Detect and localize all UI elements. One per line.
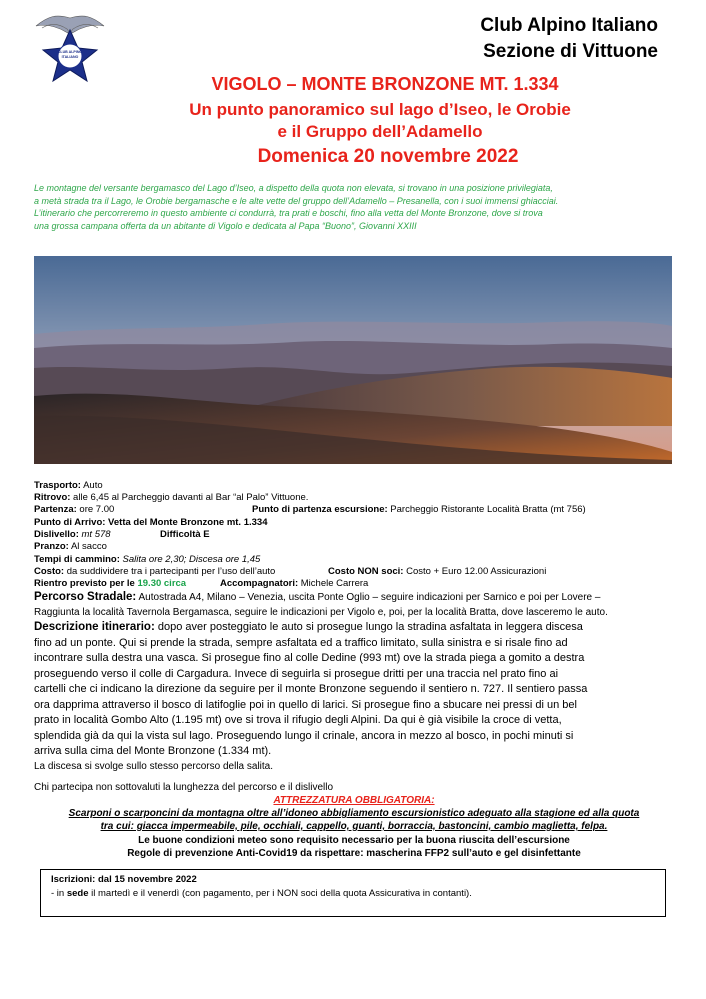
landscape-photo: [34, 256, 672, 464]
intro-paragraph: [34, 182, 674, 232]
info-costo: Costo: da suddividere tra i partecipanti per l’uso dell’auto: [34, 566, 276, 577]
info-tempi: Tempi di cammino: Salita ore 2,30; Discesa ore 1,45: [34, 554, 261, 565]
info-accompagnatori: Accompagnatori: Michele Carrera: [220, 578, 369, 589]
svg-text:CLUB ALPINO: CLUB ALPINO: [57, 50, 83, 54]
cai-star-logo-icon: [34, 12, 106, 86]
event-date: Domenica 20 novembre 2022: [257, 146, 519, 167]
info-partenza: Partenza: ore 7.00: [34, 504, 115, 515]
svg-text:ITALIANO: ITALIANO: [61, 55, 79, 59]
attrezzatura-line1: Scarponi o scarponcini da montagna oltre all’idoneo abbigliamento escursionistico adeguato alla stagione ed alla quota: [68, 808, 640, 819]
club-name: Club Alpino Italiano: [480, 15, 658, 36]
info-difficolta: Difficoltà E: [160, 529, 210, 540]
info-punto-partenza: Punto di partenza escursione: Parcheggio Ristorante Località Bratta (mt 756): [252, 504, 586, 515]
info-rientro: Rientro previsto per le 19.30 circa: [34, 578, 187, 589]
intro-line: Le montagne del versante bergamasco del Lago d’Iseo, a dispetto della quota non elevata, si trovano in una posizione privilegiata,: [34, 183, 553, 193]
info-ritrovo: Ritrovo: alle 6,45 al Parcheggio davanti al Bar “al Palo” Vittuone.: [34, 492, 309, 503]
info-costo-non-soci: Costo NON soci: Costo + Euro 12.00 Assicurazioni: [328, 566, 547, 577]
iscrizioni-detail: - in sede il martedì e il venerdì (con pagamento, per i NON soci della quota Assicurativa in contanti).: [51, 888, 472, 899]
info-trasporto: Trasporto: Auto: [34, 480, 103, 491]
intro-line: a metà strada tra il Lago, le Orobie bergamasche e le alte vette del gruppo dell’Adamello – Presanella, con i suoi immensi ghiacciai.: [34, 195, 559, 206]
attrezzatura-line2: tra cui: giacca impermeabile, pile, occhiali, cappello, guanti, borraccia, bastoncini, cambio maglietta, felpa.: [100, 821, 608, 832]
iscrizioni-box: [40, 869, 666, 917]
info-pranzo: Pranzo: Al sacco: [34, 541, 107, 552]
covid-note: Regole di prevenzione Anti-Covid19 da rispettare: mascherina FFP2 sull’auto e gel disinfettante: [127, 848, 581, 859]
warning-note: Chi partecipa non sottovaluti la lunghezza del percorso e il dislivello: [34, 782, 334, 793]
intro-line: L’itinerario che percorreremo in questo ambiente ci condurrà, tra prati e boschi, fino alla vetta del Monte Bronzone, dove si trova: [34, 208, 543, 218]
attrezzatura-title: ATTREZZATURA OBBLIGATORIA:: [273, 795, 435, 806]
descrizione-itinerario: Descrizione itinerario: dopo aver posteggiato le auto si prosegue lungo la stradina asfaltata in leggera discesa fino ad un ponte. Qui si prende la strada, sempre asfaltata ed a traffico limitato, sulla sinistra e si risale fino ad incontrare sulla destra una vasca. Si prosegue fino al colle Dedine (993 mt) ove la strada piega a gomito a destra proseguendo verso il colle di Cargadura. Invece di seguirla si prosegue dritti per una traccia nel prato fino ai cartelli che ci indicano la direzione da seguire per il monte Bronzone seguendo il sentiero n. 727. Il sentiero passa ora dapprima attraverso il bosco di latifoglie poi in quello di larici. Si prosegue fino a sbucare nei pressi di un bel prato in località Gombo Alto (1.195 mt) ove si trova il rifugio degli Alpini. Da qui è già visibile la croce di vetta, splendida già da qui la vista sul lago. Proseguendo lungo il crinale, ancora in mezzo al bosco, in pochi minuti si arriva sulla cima del Monte Bronzone (1.334 mt). La discesa si svolge sullo stesso percorso della salita.: [34, 621, 588, 772]
meteo-note: Le buone condizioni meteo sono requisito necessario per la buona riuscita dell’escursione: [138, 835, 570, 846]
page-title: VIGOLO – MONTE BRONZONE MT. 1.334: [211, 74, 559, 94]
intro-line: una grossa campana offerta da un abitante di Vigolo e dedicata al Papa “Buono”, Giovanni XXIII: [34, 220, 417, 231]
page-subtitle-2: e il Gruppo dell’Adamello: [277, 122, 483, 141]
info-arrivo: Punto di Arrivo: Vetta del Monte Bronzone mt. 1.334: [34, 517, 268, 528]
iscrizioni-title: Iscrizioni: dal 15 novembre 2022: [51, 874, 197, 885]
page-subtitle-1: Un punto panoramico sul lago d’Iseo, le Orobie: [189, 100, 571, 119]
club-section: Sezione di Vittuone: [483, 41, 658, 62]
percorso-stradale: Percorso Stradale: Autostrada A4, Milano – Venezia, uscita Ponte Oglio – seguire indicazioni per Sarnico e poi per Lovere – Raggiunta la località Tavernola Bergamasca, seguire le indicazioni per Vigolo e, poi, per la località Bratta, dove lasceremo le auto.: [34, 591, 608, 618]
info-dislivello: Dislivello: mt 578: [34, 529, 111, 540]
